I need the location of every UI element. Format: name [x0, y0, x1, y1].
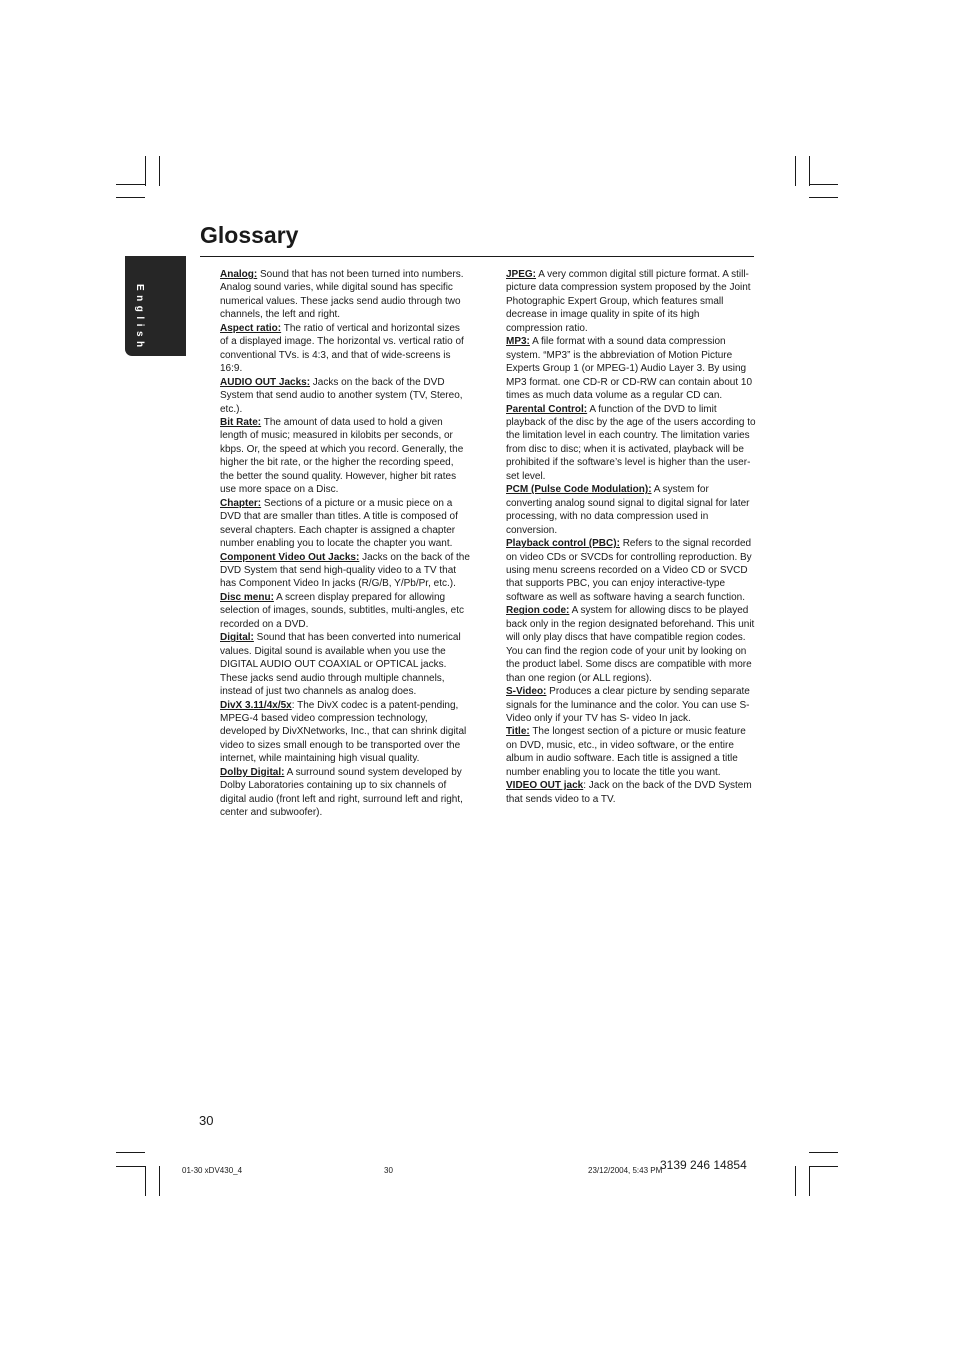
glossary-term: AUDIO OUT Jacks: [220, 376, 311, 388]
glossary-definition: A file format with a sound data compression system. “MP3” is the abbreviation of Motion Picture Experts Group 1 (or MPEG-1) Audio Layer 3. By using MP3 format. one CD-R or CD-RW can contain about 10 times as much data volume as a regular CD can. [506, 336, 753, 402]
glossary-term: Parental Control: [506, 403, 588, 415]
footer-file: 01-30 xDV430_4 [182, 1166, 243, 1175]
glossary-entry [506, 725, 756, 779]
glossary-entry [220, 631, 470, 698]
crop-mark [116, 1166, 145, 1167]
glossary-entry [220, 268, 470, 322]
crop-mark [809, 197, 838, 198]
crop-mark [116, 197, 145, 198]
glossary-entry [506, 604, 756, 685]
glossary-definition: : The DivX codec is a patent-pending, MPEG-4 based video compression technology, developed by DivXNetworks, Inc., that can shrink digital video to sizes small enough to be transported over the internet, while maintaining high visual quality. [220, 699, 467, 765]
page-title: Glossary [200, 222, 299, 248]
glossary-definition: A surround sound system developed by Dolby Laboratories containing up to six channels of digital audio (front left and right, surround left and right, center and subwoofer). [220, 766, 463, 819]
glossary-entry [220, 699, 470, 766]
crop-mark [809, 1152, 838, 1153]
glossary-term: Title: [506, 726, 530, 738]
glossary-entry [220, 376, 470, 416]
glossary-definition: A function of the DVD to limit playback of the disc by the age of the users according to the limitation level in each country. The limitation varies from disc to disc; when it is activated, playback will be prohibited if the software’s level is higher than the user-set level. [506, 403, 756, 482]
glossary-entry [220, 416, 470, 497]
product-code: 3139 246 14854 [660, 1158, 747, 1172]
language-tab [125, 256, 186, 356]
glossary-term: Chapter: [220, 497, 262, 509]
glossary-entry [220, 766, 470, 820]
glossary-definition: Refers to the signal recorded on video CDs or SVCDs for controlling reproduction. By using menu screens recorded on a Video CD or SVCD that supports PBC, you can enjoy interactive-type software as well as software having a search function. [506, 538, 752, 603]
crop-mark [116, 184, 145, 185]
glossary-right-column [506, 268, 756, 806]
glossary-entry [220, 322, 470, 376]
crop-mark [795, 156, 796, 186]
crop-mark [795, 1166, 796, 1196]
crop-mark [809, 156, 810, 186]
crop-mark [809, 1166, 810, 1196]
glossary-entry [220, 497, 470, 551]
glossary-entry [506, 537, 756, 604]
glossary-definition: A very common digital still picture format. A still-picture data compression system proposed by the Joint Photographic Expert Group, which features small decrease in image quality in spite of its high compression ratio. [506, 269, 751, 334]
glossary-term: VIDEO OUT jack [506, 780, 584, 792]
glossary-definition: A system for converting analog sound signal to digital signal for later processing, with no data compression used in conversion. [506, 484, 750, 536]
glossary-definition: Produces a clear picture by sending separate signals for the luminance and the color. You can use S-Video only if your TV has S- video In jack. [506, 686, 750, 724]
glossary-term: Playback control (PBC): [506, 538, 620, 550]
glossary-definition: : Jack on the back of the DVD System that sends video to a TV. [506, 780, 752, 805]
crop-mark [145, 156, 146, 186]
glossary-definition: The longest section of a picture or music feature on DVD, music, etc., in video software, or the entire album in audio software. Each title is assigned a title number enabling you to locate the title you want. [506, 726, 746, 778]
glossary-left-column [220, 268, 470, 820]
glossary-definition: A system for allowing discs to be played back only in the region designated beforehand. This unit will only play discs that have compatible region codes. You can find the region code of your unit by looking on the product label. Some discs are compatible with more than one region (or ALL regions). [506, 605, 755, 684]
glossary-term: Component Video Out Jacks: [220, 551, 360, 563]
glossary-term: Region code: [506, 605, 570, 617]
glossary-entry [506, 335, 756, 402]
glossary-definition: Sound that has been converted into numerical values. Digital sound is available when you use the DIGITAL AUDIO OUT COAXIAL or OPTICAL jacks. These jacks send audio through multiple channels, instead of just two channels as analog does. [220, 632, 461, 698]
glossary-term: Analog: [220, 269, 258, 280]
glossary-term: PCM (Pulse Code Modulation): [506, 484, 652, 496]
footer-date: 23/12/2004, 5:43 PM [588, 1166, 663, 1175]
glossary-term: Disc menu: [220, 591, 274, 603]
glossary-definition: Jacks on the back of the DVD System that send audio to another system (TV, Stereo, etc.). [220, 376, 463, 415]
title-divider [200, 256, 754, 257]
glossary-definition: The ratio of vertical and horizontal sizes of a displayed image. The horizontal vs. vertical ratio of conventional TVs. is 4:3, and that of wide-screens is 16:9. [220, 322, 464, 375]
glossary-definition: A screen display prepared for allowing selection of images, sounds, subtitles, multi-angles, etc recorded on a DVD. [220, 591, 465, 630]
glossary-entry [506, 685, 756, 725]
glossary-definition: Sections of a picture or a music piece on a DVD that are smaller than titles. A title is composed of several chapters. Each chapter is assigned a chapter number enabling you to locate the chapter you want. [220, 497, 458, 550]
glossary-term: Digital: [220, 632, 254, 644]
glossary-term: Bit Rate: [220, 416, 262, 428]
glossary-term: MP3: [506, 336, 530, 348]
footer-page: 30 [384, 1166, 393, 1175]
glossary-definition: Sound that has not been turned into numbers. Analog sound varies, while digital sound has specific numerical values. These jacks send audio through two channels, the left and right. [220, 269, 464, 321]
glossary-term: Aspect ratio: [220, 322, 282, 334]
glossary-entry [506, 779, 756, 806]
glossary-term: S-Video: [506, 686, 547, 698]
glossary-entry [506, 268, 756, 335]
crop-mark [809, 184, 838, 185]
crop-mark [809, 1166, 838, 1167]
glossary-definition: The amount of data used to hold a given length of music; measured in kilobits per seconds, or kbps. Or, the speed at which you record. Generally, the higher the bit rate, or the higher the recording speed, the better the sound quality. However, higher bit rates use more space on a Disc. [220, 416, 464, 496]
crop-mark [159, 1166, 160, 1196]
crop-mark [116, 1152, 145, 1153]
crop-mark [159, 156, 160, 186]
language-tab-label: English [134, 284, 145, 352]
glossary-term: Dolby Digital: [220, 766, 285, 778]
glossary-term: JPEG: [506, 269, 537, 280]
glossary-entry [506, 403, 756, 484]
glossary-definition: Jacks on the back of the DVD System that send high-quality video to a TV that has Component Video In jacks (R/G/B, Y/Pb/Pr, etc.). [220, 551, 470, 590]
glossary-term: DivX 3.11/4x/5x [220, 699, 292, 711]
page-number: 30 [199, 1113, 214, 1128]
glossary-entry [506, 483, 756, 537]
crop-mark [145, 1166, 146, 1196]
glossary-entry [220, 551, 470, 591]
glossary-entry [220, 591, 470, 631]
